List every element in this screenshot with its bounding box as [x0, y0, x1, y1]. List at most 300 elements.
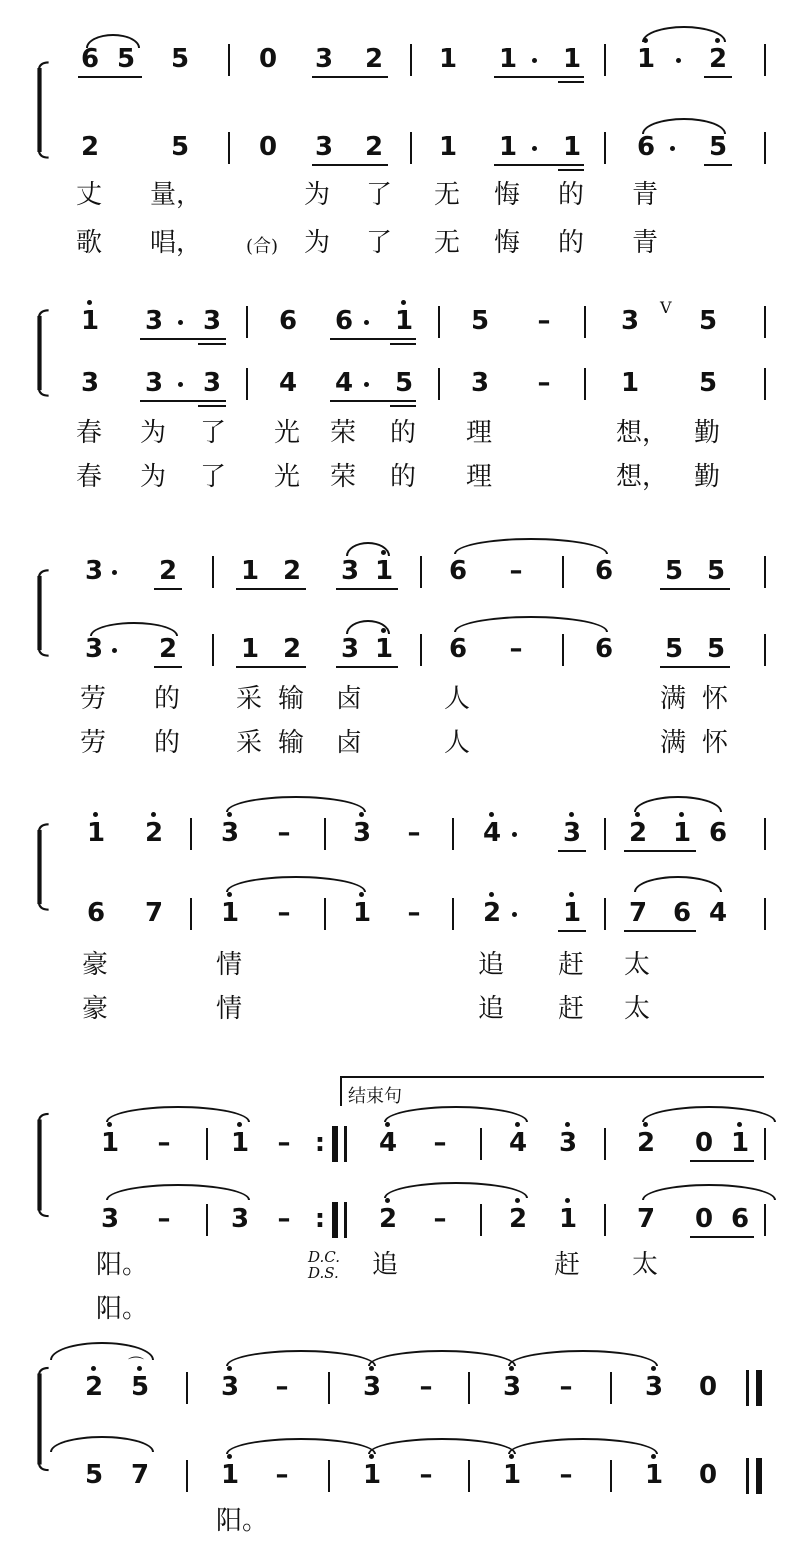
- note: 3: [558, 1128, 578, 1158]
- lyric-syllable: 赶: [558, 994, 585, 1024]
- notation-mark: [452, 898, 454, 930]
- tie-arc: [90, 622, 178, 636]
- note: 2: [144, 818, 164, 848]
- lyric-syllable: 歌: [76, 228, 103, 258]
- note: 3: [84, 634, 104, 664]
- note: 5: [170, 44, 190, 74]
- note: 5: [698, 368, 718, 398]
- notation-mark: [328, 1372, 330, 1404]
- note: 3: [314, 132, 334, 162]
- notation-mark: [480, 1204, 482, 1236]
- notation-mark: [604, 818, 606, 850]
- note: 5: [706, 634, 726, 664]
- notation-mark: [651, 1454, 656, 1459]
- note: 2: [282, 556, 302, 586]
- notation-mark: [324, 818, 326, 850]
- notation-mark: [190, 898, 192, 930]
- notation-mark: [336, 588, 398, 590]
- notation-mark: [565, 1198, 570, 1203]
- notation-mark: [385, 1122, 390, 1127]
- note: 1: [438, 132, 458, 162]
- notation-mark: [676, 58, 681, 63]
- note: 2: [84, 1372, 104, 1402]
- notation-mark: [489, 892, 494, 897]
- note: 6: [334, 306, 354, 336]
- note: 1: [80, 306, 100, 336]
- note: 2: [708, 44, 728, 74]
- notation-mark: [312, 76, 388, 78]
- system-brace: [36, 290, 50, 416]
- lyric-syllable: 卤: [336, 684, 363, 714]
- note: 6: [594, 556, 614, 586]
- note: 6: [672, 898, 692, 928]
- lyric-syllable: 青: [632, 228, 659, 258]
- notation-mark: [764, 306, 766, 338]
- lyric-syllable: 丈: [76, 180, 103, 210]
- fermata-icon: ⌒: [128, 1355, 145, 1374]
- lyric-syllable: 勤: [694, 418, 721, 448]
- tie-arc: [642, 1184, 776, 1200]
- note: 3: [470, 368, 490, 398]
- note: 6: [730, 1204, 750, 1234]
- note: 5: [84, 1460, 104, 1490]
- note: 6: [86, 898, 106, 928]
- note: 7: [628, 898, 648, 928]
- note: 2: [482, 898, 502, 928]
- notation-mark: [385, 1198, 390, 1203]
- note: 1: [394, 306, 414, 336]
- lyric-syllable: 理: [466, 418, 493, 448]
- tie-arc: [106, 1106, 250, 1122]
- note: 5: [664, 556, 684, 586]
- note: 0: [698, 1460, 718, 1490]
- dash: –: [559, 1372, 573, 1402]
- notation-mark: [420, 556, 422, 588]
- notation-mark: [332, 1126, 338, 1162]
- note: 2: [636, 1128, 656, 1158]
- tie-arc: [508, 1350, 658, 1366]
- tie-arc: [384, 1106, 528, 1122]
- notation-mark: [369, 1454, 374, 1459]
- notation-mark: [206, 1128, 208, 1160]
- note: 2: [364, 44, 384, 74]
- note: :: [314, 1128, 326, 1158]
- lyric-syllable: 为: [140, 462, 167, 492]
- note: 6: [448, 556, 468, 586]
- note: 5: [130, 1372, 150, 1402]
- lyric-syllable: 的: [558, 180, 585, 210]
- lyric-syllable: 无: [434, 180, 461, 210]
- note: 0: [258, 44, 278, 74]
- note: 1: [100, 1128, 120, 1158]
- notation-mark: [212, 556, 214, 588]
- notation-mark: [369, 1366, 374, 1371]
- notation-mark: [737, 1122, 742, 1127]
- dash: –: [157, 1204, 171, 1234]
- notation-mark: [569, 812, 574, 817]
- notation-mark: [468, 1460, 470, 1492]
- note: 3: [314, 44, 334, 74]
- notation-mark: [228, 44, 230, 76]
- notation-mark: [660, 666, 730, 668]
- note: 3: [352, 818, 372, 848]
- lyric-syllable: 怀: [702, 728, 729, 758]
- dash: –: [509, 634, 523, 664]
- notation-mark: [565, 1122, 570, 1127]
- note: 3: [144, 306, 164, 336]
- lyric-syllable: 量，: [150, 180, 203, 210]
- note: 1: [672, 818, 692, 848]
- dash: –: [537, 368, 551, 398]
- note: 1: [562, 898, 582, 928]
- note: 1: [374, 556, 394, 586]
- notation-mark: [227, 1366, 232, 1371]
- system-brace: [36, 804, 50, 930]
- notation-mark: [227, 812, 232, 817]
- note: 2: [508, 1204, 528, 1234]
- notation-mark: [227, 1454, 232, 1459]
- dash: –: [275, 1460, 289, 1490]
- notation-mark: [237, 1122, 242, 1127]
- note: 6: [636, 132, 656, 162]
- lyric-syllable: 为: [140, 418, 167, 448]
- notation-mark: [509, 1454, 514, 1459]
- notation-mark: [569, 892, 574, 897]
- notation-mark: [140, 400, 226, 402]
- notation-mark: [584, 306, 586, 338]
- lyric-syllable: 赶: [558, 950, 585, 980]
- note: 0: [698, 1372, 718, 1402]
- note: 3: [230, 1204, 250, 1234]
- note: 3: [502, 1372, 522, 1402]
- note: 1: [240, 634, 260, 664]
- dash: –: [559, 1460, 573, 1490]
- note: 3: [620, 306, 640, 336]
- notation-mark: [78, 76, 142, 78]
- tie-arc: [634, 876, 722, 892]
- notation-mark: [228, 132, 230, 164]
- note: 3: [202, 368, 222, 398]
- note: 2: [158, 556, 178, 586]
- notation-mark: [509, 1366, 514, 1371]
- lyric-syllable: 阳。: [96, 1250, 149, 1280]
- lyric-syllable: 了: [366, 180, 393, 210]
- notation-mark: [91, 1366, 96, 1371]
- dash: –: [433, 1128, 447, 1158]
- note: 4: [278, 368, 298, 398]
- notation-mark: [562, 556, 564, 588]
- lyric-syllable: 的: [558, 228, 585, 258]
- note: 2: [282, 634, 302, 664]
- lyric-syllable: 输: [278, 728, 305, 758]
- notation-mark: [558, 850, 586, 852]
- notation-mark: [438, 368, 440, 400]
- tie-arc: [368, 1350, 516, 1366]
- lyric-syllable: 豪: [82, 994, 109, 1024]
- note: 1: [230, 1128, 250, 1158]
- note: 3: [100, 1204, 120, 1234]
- note: 3: [84, 556, 104, 586]
- note: 4: [508, 1128, 528, 1158]
- notation-mark: [558, 169, 584, 171]
- notation-mark: [206, 1204, 208, 1236]
- notation-mark: [186, 1372, 188, 1404]
- notation-mark: [364, 382, 369, 387]
- notation-mark: [410, 44, 412, 76]
- note: 5: [470, 306, 490, 336]
- lyric-syllable: 青: [632, 180, 659, 210]
- lyric-syllable: 赶: [554, 1250, 581, 1280]
- note: 3: [220, 818, 240, 848]
- note: 6: [448, 634, 468, 664]
- notation-mark: [330, 400, 416, 402]
- notation-mark: [584, 368, 586, 400]
- note: 1: [620, 368, 640, 398]
- note: 7: [130, 1460, 150, 1490]
- notation-mark: [154, 666, 182, 668]
- dash: –: [433, 1204, 447, 1234]
- lyric-syllable: 人: [444, 728, 471, 758]
- notation-mark: [756, 1370, 762, 1406]
- notation-mark: [512, 832, 517, 837]
- tie-arc: [384, 1182, 528, 1198]
- dash: –: [157, 1128, 171, 1158]
- note: 1: [644, 1460, 664, 1490]
- notation-mark: [87, 300, 92, 305]
- tie-arc: [642, 118, 726, 134]
- notation-mark: [112, 570, 117, 575]
- note: 7: [636, 1204, 656, 1234]
- dc-marking: D.C.: [308, 1248, 340, 1266]
- tie-arc: [454, 538, 608, 554]
- notation-mark: [328, 1460, 330, 1492]
- lyric-syllable: 的: [154, 728, 181, 758]
- note: 6: [80, 44, 100, 74]
- note: 2: [628, 818, 648, 848]
- tie-arc: [226, 1438, 376, 1454]
- notation-mark: [336, 666, 398, 668]
- notation-mark: [468, 1372, 470, 1404]
- note: 7: [144, 898, 164, 928]
- notation-mark: [690, 1160, 754, 1162]
- notation-mark: [198, 405, 226, 407]
- notation-mark: [190, 818, 192, 850]
- notation-mark: [107, 1122, 112, 1127]
- note: 5: [664, 634, 684, 664]
- note: 3: [202, 306, 222, 336]
- note: 4: [334, 368, 354, 398]
- lyric-syllable: 理: [466, 462, 493, 492]
- note: 3: [220, 1372, 240, 1402]
- ds-marking: D.S.: [308, 1264, 339, 1282]
- dash: –: [275, 1372, 289, 1402]
- note: 5: [708, 132, 728, 162]
- lyric-syllable: 输: [278, 684, 305, 714]
- notation-mark: [679, 812, 684, 817]
- lyric-syllable: (合): [246, 236, 279, 257]
- lyric-syllable: 春: [76, 418, 103, 448]
- note: 5: [706, 556, 726, 586]
- notation-mark: [624, 930, 696, 932]
- note: 1: [220, 898, 240, 928]
- notation-mark: [401, 300, 406, 305]
- lyric-syllable: 的: [390, 418, 417, 448]
- notation-mark: [452, 818, 454, 850]
- notation-mark: [227, 892, 232, 897]
- notation-mark: [512, 912, 517, 917]
- tie-arc: [106, 1184, 250, 1200]
- lyric-syllable: 想，: [616, 418, 669, 448]
- dash: –: [509, 556, 523, 586]
- lyric-syllable: 光: [274, 462, 301, 492]
- tie-arc: [642, 1106, 776, 1122]
- lyric-syllable: 满: [660, 728, 687, 758]
- note: 1: [558, 1204, 578, 1234]
- notation-mark: [178, 320, 183, 325]
- notation-mark: [186, 1460, 188, 1492]
- notation-mark: [624, 850, 696, 852]
- notation-mark: [410, 132, 412, 164]
- tie-arc: [642, 26, 726, 42]
- dash: –: [277, 898, 291, 928]
- notation-mark: [489, 812, 494, 817]
- note: 0: [694, 1204, 714, 1234]
- notation-mark: [756, 1458, 762, 1494]
- notation-mark: [610, 1460, 612, 1492]
- note: 2: [158, 634, 178, 664]
- lyric-syllable: 追: [478, 950, 505, 980]
- lyric-syllable: 追: [478, 994, 505, 1024]
- note: 3: [340, 634, 360, 664]
- note: :: [314, 1204, 326, 1234]
- note: 2: [378, 1204, 398, 1234]
- dash: –: [407, 898, 421, 928]
- notation-mark: [690, 1236, 754, 1238]
- note: 0: [694, 1128, 714, 1158]
- tie-arc: [368, 1438, 516, 1454]
- notation-mark: [532, 146, 537, 151]
- notation-mark: [604, 132, 606, 164]
- lyric-syllable: 想，: [616, 462, 669, 492]
- lyric-syllable: 为: [304, 180, 331, 210]
- notation-mark: [604, 1128, 606, 1160]
- notation-mark: [332, 1202, 338, 1238]
- lyric-syllable: 太: [632, 1250, 659, 1280]
- lyric-syllable: 阳。: [96, 1294, 149, 1324]
- note: 6: [278, 306, 298, 336]
- notation-mark: [438, 306, 440, 338]
- note: 1: [86, 818, 106, 848]
- notation-mark: [198, 343, 226, 345]
- note: 3: [340, 556, 360, 586]
- note: 1: [562, 132, 582, 162]
- notation-mark: [764, 818, 766, 850]
- notation-mark: [604, 44, 606, 76]
- tie-arc: [346, 542, 390, 556]
- notation-mark: [246, 306, 248, 338]
- note: 4: [708, 898, 728, 928]
- notation-mark: [643, 1122, 648, 1127]
- notation-mark: [558, 81, 584, 83]
- lyric-syllable: 春: [76, 462, 103, 492]
- notation-mark: [515, 1122, 520, 1127]
- tie-arc: [86, 34, 140, 48]
- note: 4: [482, 818, 502, 848]
- lyric-syllable: 采: [236, 684, 263, 714]
- lyric-syllable: 情: [216, 994, 243, 1024]
- notation-mark: [764, 1128, 766, 1160]
- system-brace: [36, 1090, 50, 1240]
- notation-mark: [359, 812, 364, 817]
- lyric-syllable: 劳: [80, 728, 107, 758]
- lyric-syllable: 太: [624, 950, 651, 980]
- notation-mark: [764, 1204, 766, 1236]
- note: 1: [438, 44, 458, 74]
- tie-arc: [226, 796, 366, 812]
- system-brace: [36, 40, 50, 180]
- note: 1: [636, 44, 656, 74]
- lyric-syllable: 满: [660, 684, 687, 714]
- note: 1: [562, 44, 582, 74]
- notation-mark: [178, 382, 183, 387]
- notation-mark: [764, 634, 766, 666]
- note: 3: [144, 368, 164, 398]
- lyric-syllable: 劳: [80, 684, 107, 714]
- note: 2: [80, 132, 100, 162]
- lyric-syllable: 情: [216, 950, 243, 980]
- notation-mark: [359, 892, 364, 897]
- note: 5: [394, 368, 414, 398]
- lyric-syllable: 了: [366, 228, 393, 258]
- system-brace: [36, 550, 50, 676]
- note: 1: [498, 132, 518, 162]
- notation-mark: [212, 634, 214, 666]
- note: 1: [352, 898, 372, 928]
- notation-mark: [140, 338, 226, 340]
- notation-mark: [312, 164, 388, 166]
- notation-mark: [704, 164, 732, 166]
- lyric-syllable: 豪: [82, 950, 109, 980]
- dash: –: [419, 1372, 433, 1402]
- notation-mark: [515, 1198, 520, 1203]
- note: 1: [240, 556, 260, 586]
- notation-mark: [562, 634, 564, 666]
- note: 3: [562, 818, 582, 848]
- notation-mark: [746, 1458, 749, 1494]
- note: 1: [362, 1460, 382, 1490]
- notation-mark: [93, 812, 98, 817]
- note: 5: [170, 132, 190, 162]
- notation-mark: [344, 1202, 347, 1238]
- lyric-syllable: 唱，: [150, 228, 203, 258]
- lyric-syllable: 悔: [494, 180, 521, 210]
- notation-mark: [764, 556, 766, 588]
- notation-mark: [764, 44, 766, 76]
- lyric-syllable: 的: [154, 684, 181, 714]
- note: 5: [698, 306, 718, 336]
- tie-arc: [226, 876, 366, 892]
- note: 6: [594, 634, 614, 664]
- notation-mark: [154, 588, 182, 590]
- lyric-syllable: 勤: [694, 462, 721, 492]
- tie-arc: [508, 1438, 658, 1454]
- notation-mark: [236, 666, 306, 668]
- notation-mark: [651, 1366, 656, 1371]
- note: 1: [498, 44, 518, 74]
- notation-mark: [764, 368, 766, 400]
- notation-mark: [330, 338, 416, 340]
- notation-mark: [390, 405, 416, 407]
